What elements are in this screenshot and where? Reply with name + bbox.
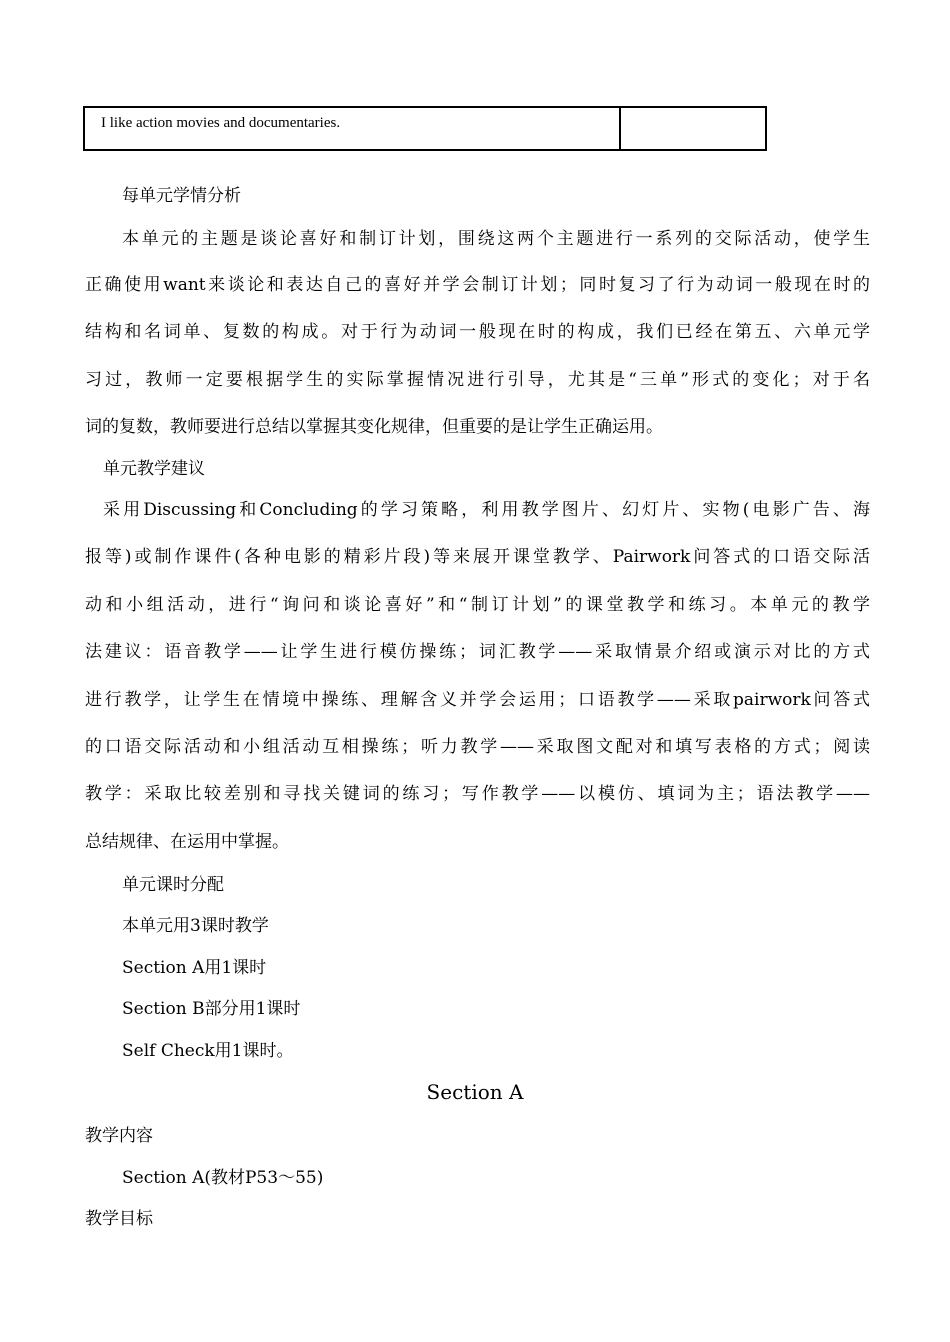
analysis-heading: 每单元学情分析 <box>122 186 241 206</box>
paragraph-line: 总结规律、在运用中掌握。 <box>85 832 289 852</box>
allocation-item: Self Check用1课时。 <box>122 1041 294 1061</box>
table-cell-empty <box>620 107 766 150</box>
allocation-item: Section A用1课时 <box>122 958 267 978</box>
paragraph-line: 本单元的主题是谈论喜好和制订计划，围绕这两个主题进行一系列的交际活动，使学生 <box>122 229 870 249</box>
section-title: Section A <box>426 1080 524 1104</box>
table-cell: I like action movies and documentaries. <box>84 107 620 150</box>
paragraph-line: 进行教学，让学生在情境中操练、理解含义并学会运用；口语教学——采取pairwork问答式 <box>85 690 870 710</box>
paragraph-line: 教学：采取比较差别和寻找关键词的练习；写作教学——以模仿、填词为主；语法教学—— <box>85 784 870 804</box>
paragraph-line: 正确使用want来谈论和表达自己的喜好并学会制订计划；同时复习了行为动词一般现在时的 <box>85 275 870 295</box>
content-table <box>83 106 767 151</box>
table-row <box>84 107 766 150</box>
allocation-heading: 单元课时分配 <box>122 875 224 895</box>
content-text: Section A(教材P53～55) <box>122 1168 324 1188</box>
paragraph-line: 的口语交际活动和小组活动互相操练；听力教学——采取图文配对和填写表格的方式；阅读 <box>85 737 870 757</box>
suggestion-heading: 单元教学建议 <box>103 459 205 479</box>
paragraph-line: 结构和名词单、复数的构成。对于行为动词一般现在时的构成，我们已经在第五、六单元学 <box>85 322 870 342</box>
paragraph-line: 动和小组活动，进行“询问和谈论喜好”和“制订计划”的课堂教学和练习。本单元的教学 <box>85 595 870 615</box>
goals-heading: 教学目标 <box>85 1209 153 1229</box>
paragraph-line: 采用Discussing和Concluding的学习策略，利用教学图片、幻灯片、实物(电影广告、海 <box>103 500 870 520</box>
paragraph-line: 法建议：语音教学——让学生进行模仿操练；词汇教学——采取情景介绍或演示对比的方式 <box>85 642 870 662</box>
allocation-item: 本单元用3课时教学 <box>122 916 269 936</box>
content-heading: 教学内容 <box>85 1126 153 1146</box>
paragraph-line: 词的复数，教师要进行总结以掌握其变化规律，但重要的是让学生正确运用。 <box>85 417 663 437</box>
allocation-item: Section B部分用1课时 <box>122 999 301 1019</box>
paragraph-line: 报等)或制作课件(各种电影的精彩片段)等来展开课堂教学、Pairwork问答式的口语交际活 <box>85 547 870 567</box>
paragraph-line: 习过，教师一定要根据学生的实际掌握情况进行引导，尤其是“三单”形式的变化；对于名 <box>85 370 870 390</box>
